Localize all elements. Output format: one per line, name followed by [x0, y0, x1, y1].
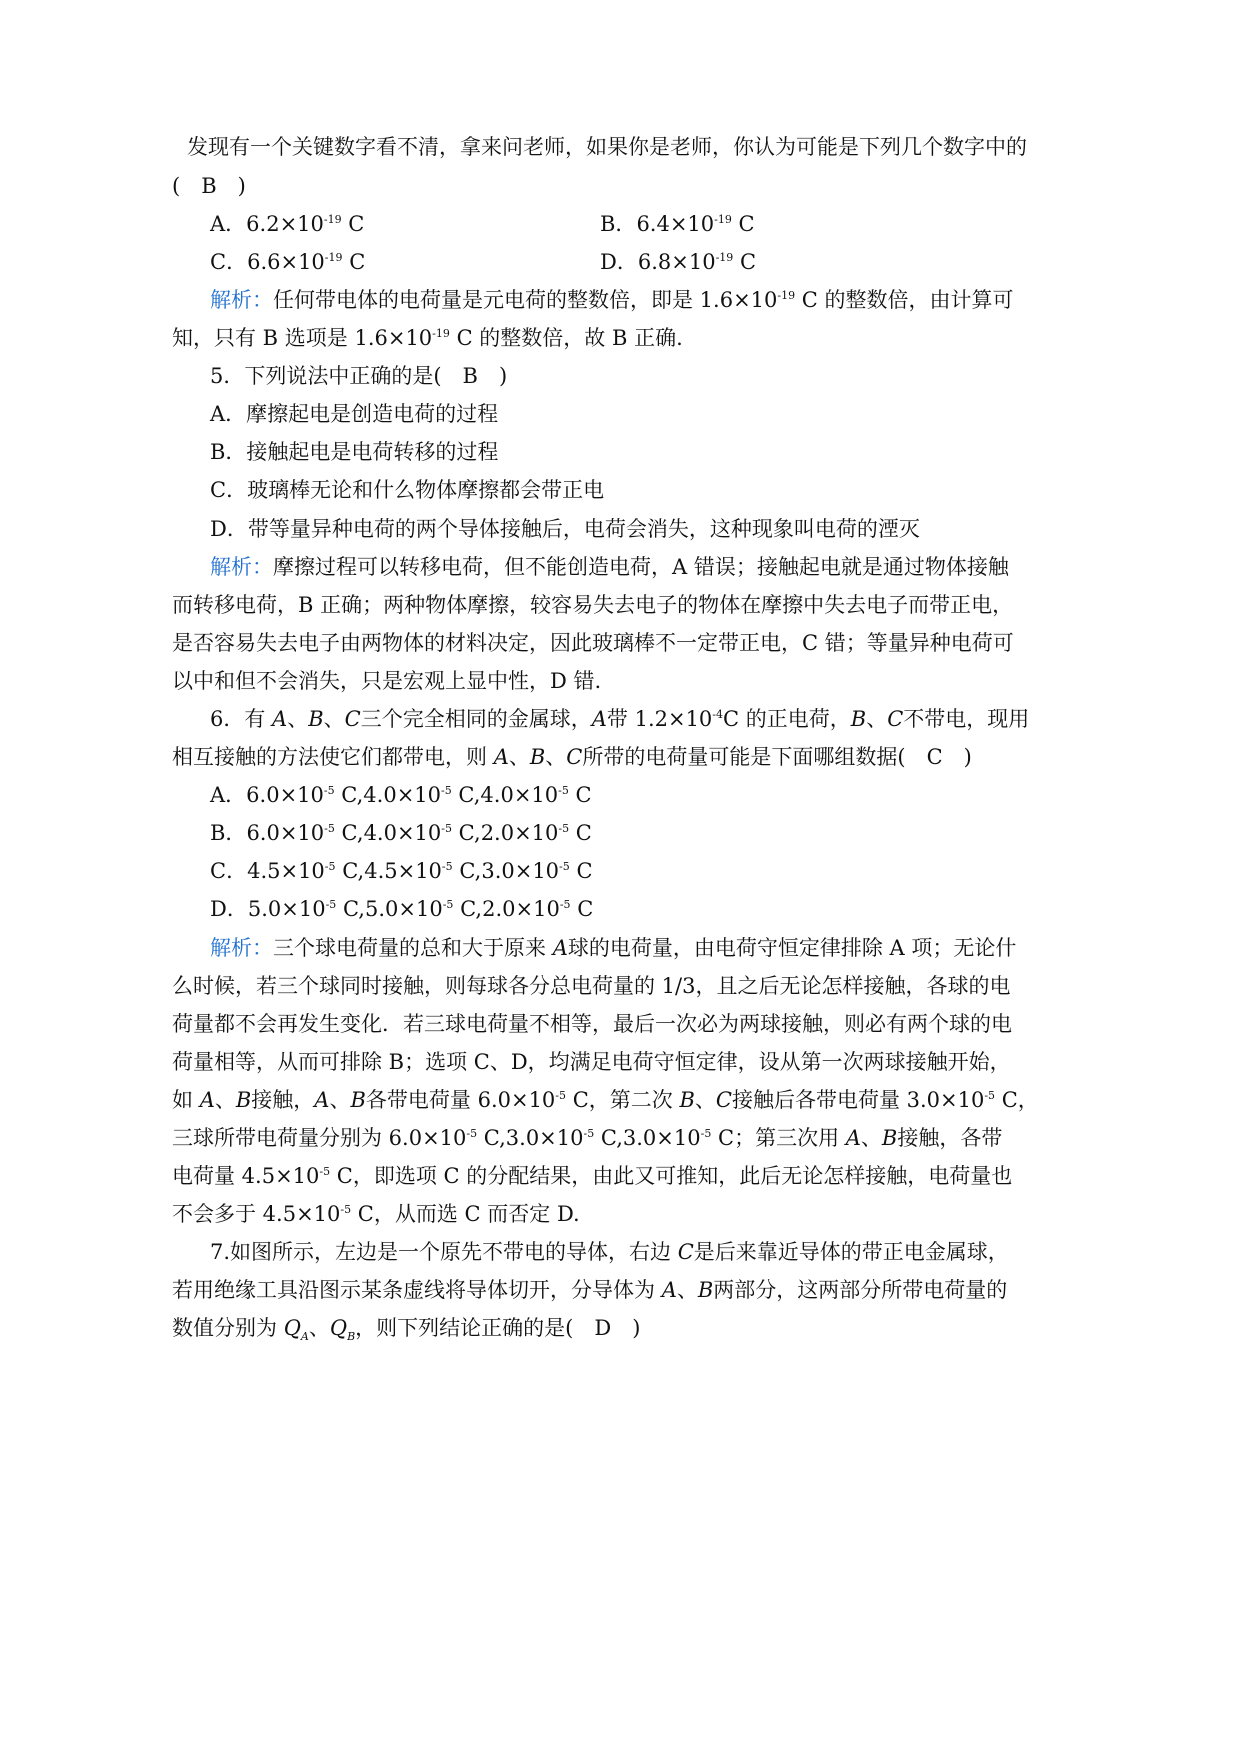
q7-stem-line-2: 若用绝缘工具沿图示某条虚线将导体切开，分导体为 A、B两部分，这两部分所带电荷量的 [172, 1278, 1008, 1302]
q5-option-c: C．玻璃棒无论和什么物体摩擦都会带正电 [210, 478, 605, 502]
q5-option-d: D．带等量异种电荷的两个导体接触后，电荷会消失，这种现象叫电荷的湮灭 [210, 517, 920, 541]
q6-option-d: D．$5.0\times 10^{-5}$ $C,5.0\times 10^{-5}$ $C,2.0\times 10^{-5}$ C [210, 897, 594, 921]
q6-option-b: B．$6.0\times 10^{-5}$ $C,4.0\times 10^{-5}$ $C,2.0\times 10^{-5}$ C [210, 821, 592, 845]
q5-option-a: A．摩擦起电是创造电荷的过程 [210, 402, 499, 426]
q6-analysis-line-7: 电荷量 $4.5\times 10^{-5}$ C，即选项 C 的分配结果，由此又可推知，此后无论怎样接触，电荷量也 [172, 1164, 1013, 1188]
q6-option-c: C．$4.5\times 10^{-5}$ $C,4.5\times 10^{-5}$ $C,3.0\times 10^{-5}$ C [210, 859, 593, 883]
q6-analysis-line-3: 荷量都不会再发生变化．若三球电荷量不相等，最后一次必为两球接触，则必有两个球的电 [172, 1012, 1012, 1036]
q4-analysis-line-2: 知，只有 B 选项是 $1.6\times 10^{-19}$ C 的整数倍，故 B 正确. [172, 326, 683, 350]
q5-option-b: B．接触起电是电荷转移的过程 [210, 440, 499, 464]
q5-analysis-line-1: 解析：摩擦过程可以转移电荷，但不能创造电荷，A 错误；接触起电就是通过物体接触 [210, 555, 1009, 579]
q6-stem-line-1: 6．有 A、B、C三个完全相同的金属球，A带 $1.2\times 10^{-4}C$ 的正电荷，B、C不带电，现用 [210, 707, 1030, 731]
q6-stem-line-2: 相互接触的方法使它们都带电，则 A、B、C所带的电荷量可能是下面哪组数据( C ) [172, 745, 972, 769]
q4-answer: ( B ) [172, 174, 246, 198]
q6-analysis-line-5: 如 A、B接触，A、B各带电荷量 $6.0\times 10^{-5}$ C，第二次 B、C接触后各带电荷量 $3.0\times 10^{-5}$ C， [172, 1088, 1039, 1112]
q6-analysis-line-2: 么时候，若三个球同时接触，则每球各分总电荷量的 1/3，且之后无论怎样接触，各球的电 [172, 974, 1011, 998]
q4-stem-line: 发现有一个关键数字看不清，拿来问老师，如果你是老师，你认为可能是下列几个数字中的 [187, 135, 1027, 159]
analysis-label: 解析： [210, 555, 273, 579]
q6-analysis-line-6: 三球所带电荷量分别为 $6.0\times 10^{-5}$ $C,3.0\times 10^{-5}$ $C,3.0\times 10^{-5}$ C；第三次用 A、B接触，各带 [172, 1126, 1003, 1150]
q4-option-a: A．$6.2\times 10^{-19}$ C [210, 212, 365, 236]
q7-stem-line-1: 7.如图所示，左边是一个原先不带电的导体，右边 C是后来靠近导体的带正电金属球， [210, 1240, 1009, 1264]
q5-analysis-line-4: 以中和但不会消失，只是宏观上显中性，D 错. [172, 669, 602, 693]
q5-analysis-line-2: 而转移电荷，B 正确；两种物体摩擦，较容易失去电子的物体在摩擦中失去电子而带正电， [172, 593, 1014, 617]
q4-option-b: B．$6.4\times 10^{-19}$ C [600, 212, 755, 236]
q6-analysis-line-1: 解析：三个球电荷量的总和大于原来 A球的电荷量，由电荷守恒定律排除 A 项；无论什 [210, 936, 1017, 960]
q4-option-c: C．$6.6\times 10^{-19}$ C [210, 250, 366, 274]
q5-stem: 5．下列说法中正确的是( B ) [210, 364, 508, 388]
q7-stem-line-3: 数值分别为 $Q_A$、$Q_B$，则下列结论正确的是( D ) [172, 1316, 641, 1344]
q6-analysis-line-8: 不会多于 $4.5\times 10^{-5}$ C，从而选 C 而否定 D. [172, 1202, 580, 1226]
q5-analysis-line-3: 是否容易失去电子由两物体的材料决定，因此玻璃棒不一定带正电，C 错；等量异种电荷可 [172, 631, 1014, 655]
analysis-label: 解析： [210, 288, 273, 312]
q4-option-d: D．$6.8\times 10^{-19}$ C [600, 250, 757, 274]
q6-analysis-line-4: 荷量相等，从而可排除 B；选项 C、D，均满足电荷守恒定律，设从第一次两球接触开始， [172, 1050, 1011, 1074]
q4-analysis-line-1: 解析：任何带电体的电荷量是元电荷的整数倍，即是 $1.6\times 10^{-19}$ C 的整数倍，由计算可 [210, 288, 1014, 312]
analysis-label: 解析： [210, 936, 273, 960]
q6-option-a: A．$6.0\times 10^{-5}$ $C,4.0\times 10^{-5}$ $C,4.0\times 10^{-5}$ C [210, 783, 592, 807]
